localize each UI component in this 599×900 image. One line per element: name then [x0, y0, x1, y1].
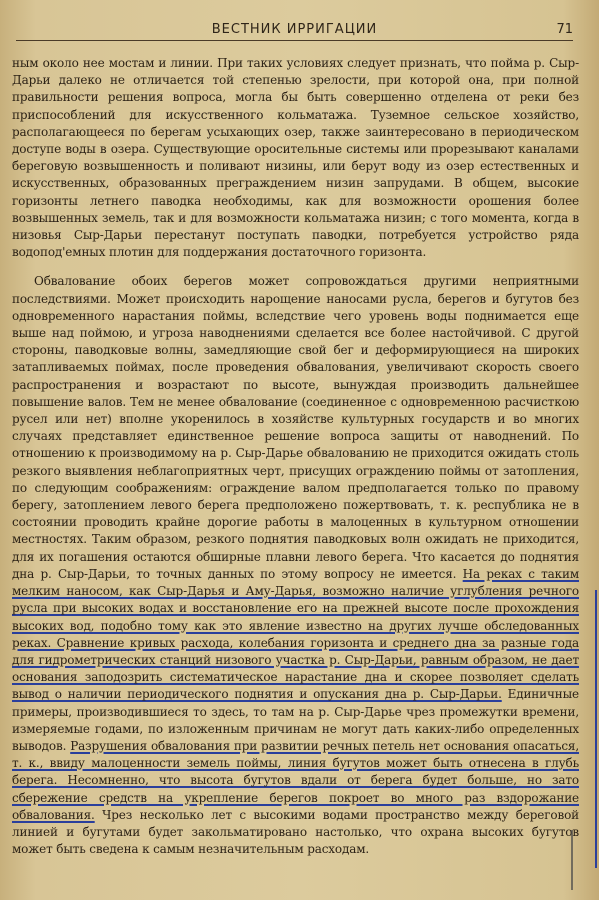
paragraph-1: ным около нее мостам и линии. При таких условиях следует признать, что пойма р. Сыр-Дарьи далеко не отличается той степенью зрелости, при которой она, при полной правильности решения вопроса, могла бы быть совершенно отделена от реки без приспособлений для искусственного кольматажа. Туземное сельское хозяйство, располагающееся по берегам усыхающих озер, также заинтересовано в периодическом доступе воды в озера. Существующие оросительные системы или прорезывают каналами береговую возвышенность и поливают низины, или берут воду из озер естественных и искусственных, образованных преграждением низин запрудами. В общем, высокие горизонты летнего паводка необходимы, как для возможности орошения более возвышенных земель, так и для возможности кольматажа низин; с того момента, когда в низовья Сыр-Дарьи перестанут поступать паводки, потребуется устройство ряда водопод'емных плотин для поддержания достаточного горизонта.	[12, 56, 579, 260]
journal-title: ВЕСТНИК ИРРИГАЦИИ	[211, 22, 378, 37]
underlined-passage-1: На реках с таким мелким наносом, как Сыр-Дарья и Аму-Дарья, возможно наличие углубления речного русла при высоких водах и восстановление его на прежней высоте после прохождения высоких вод, подобно тому как это явление известно на других лучше обследованных реках. Сравнение кривых расхода, колебания горизонта и среднего дна за разные года для гидрометрических станций низового участка р. Сыр-Дарьи, равным образом, не дает основания заподозрить систематическое нарастание дна и скорее позволяет сделать вывод о наличии периодического поднятия и опускания дна р. Сыр-Дарьи.	[12, 566, 580, 702]
pencil-margin-mark	[571, 830, 581, 890]
page-body	[12, 55, 579, 858]
margin-bracket-mark	[585, 590, 597, 868]
paragraph-2	[12, 273, 579, 858]
paragraph-gap	[12, 261, 579, 273]
paragraph-2-continuation: Единичные примеры, производившиеся то здесь, то там на р. Сыр-Дарье чрез промежутки времени, измеряемые годами, по изложенным причинам не могут дать каких-либо определенных выводов.	[12, 687, 579, 753]
paragraph-2-text: Обвалование обоих берегов может сопровождаться другими неприятными последствиями. Может происходить нарощение наносами русла, берегов и бугутов без одновременного нарастания поймы, вследствие чего уровень воды поднимается еще выше над поймою, и угроза наводнениями сделается все более настойчивой. С другой стороны, паводковые волны, замедляющие свой бег и деформирующиеся на широких затапливаемых поймах, после проведения обвалования, увеличивают скорость своего распространения и возрастают по высоте, вынуждая производить дальнейшее повышение валов. Тем не менее обвалование (соединенное с одновременною расчисткою русел или нет) вполне укоренилось в хозяйстве культурных государств и во многих случаях представляет единственное решение вопроса защиты от наводнений. По отношению к производимому на р. Сыр-Дарье обвалованию не приходится ожидать столь резкого выявления неблагоприятных черт, присущих ограждению поймы от затопления, по следующим соображениям: ограждение валом предполагается только по правому берегу, затоплением левого берега предположено пожертвовать, т. к. республика не в состоянии проводить крайне дорогие работы в малоценных в культурном отношении местностях. Таким образом, резкого поднятия паводковых волн ожидать не приходится, для их погашения остаются обширные плавни левого берега. Что касается до поднятия дна р. Сыр-Дарьи, то точных данных по этому вопросу не имеется.	[12, 274, 579, 581]
paragraph-2-tail: Чрез несколько лет с высокими водами пространство между береговой линией и бугутами будет закольматировано настолько, что охрана высоких бугутов может быть сведена к самым незначительным расходам.	[12, 807, 580, 857]
page-number: 71	[556, 22, 573, 37]
underlined-passage-2: Разрушения обвалования при развитии речных петель нет основания опасаться, т. к., ввиду малоценности земель поймы, линия бугутов может быть отнесена в глубь берега. Несомненно, что высота бугутов вдали от берега будет больше, но зато сбережение средств на укрепление берегов покроет во много раз вздорожание обвалования.	[12, 738, 579, 822]
running-header	[16, 22, 573, 41]
